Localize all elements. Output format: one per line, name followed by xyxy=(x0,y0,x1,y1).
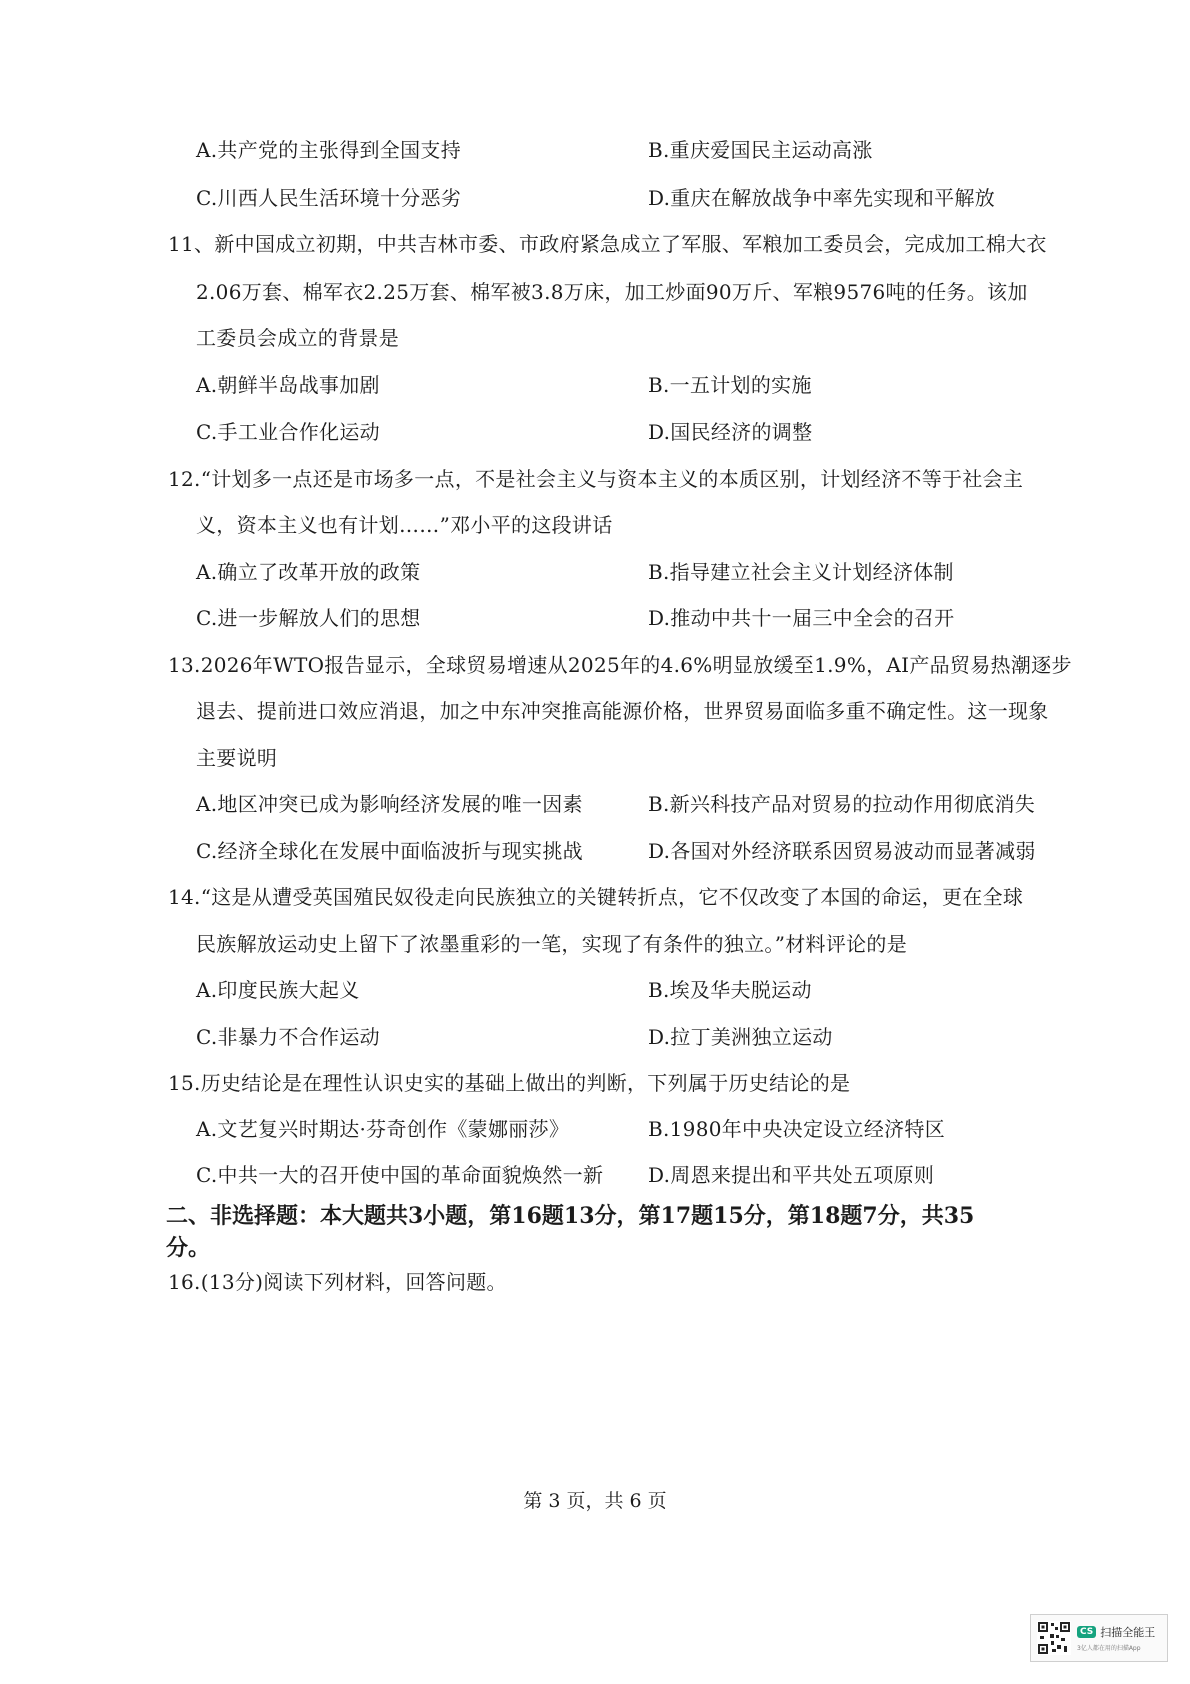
cs-badge: CS xyxy=(1077,1626,1096,1638)
section2-heading-line1: 二、非选择题：本大题共3小题，第16题13分，第17题15分，第18题7分，共35 xyxy=(166,1203,975,1229)
qr-code-icon xyxy=(1037,1621,1071,1655)
q10-option-d: D.重庆在解放战争中率先实现和平解放 xyxy=(648,186,996,210)
q15-option-a: A.文艺复兴时期达·芬奇创作《蒙娜丽莎》 xyxy=(196,1117,570,1141)
q13-option-b: B.新兴科技产品对贸易的拉动作用彻底消失 xyxy=(648,792,1036,816)
q12-stem-line1: 12.“计划多一点还是市场多一点，不是社会主义与资本主义的本质区别，计划经济不等于社会主 xyxy=(168,467,1024,491)
q14-option-d: D.拉丁美洲独立运动 xyxy=(648,1025,833,1049)
q14-option-c: C.非暴力不合作运动 xyxy=(196,1025,380,1049)
q11-option-a: A.朝鲜半岛战事加剧 xyxy=(196,373,380,397)
q12-option-a: A.确立了改革开放的政策 xyxy=(196,560,421,584)
q10-option-a: A.共产党的主张得到全国支持 xyxy=(196,138,462,162)
q15-option-c: C.中共一大的召开使中国的革命面貌焕然一新 xyxy=(196,1163,604,1187)
q16-stem-line1: 16.(13分)阅读下列材料，回答问题。 xyxy=(168,1270,507,1294)
q15-stem-line1: 15.历史结论是在理性认识史实的基础上做出的判断，下列属于历史结论的是 xyxy=(168,1071,851,1095)
section2-heading-line2: 分。 xyxy=(166,1235,211,1261)
q15-option-d: D.周恩来提出和平共处五项原则 xyxy=(648,1163,935,1187)
q14-stem-line1: 14.“这是从遭受英国殖民奴役走向民族独立的关键转折点，它不仅改变了本国的命运，更在全球 xyxy=(168,885,1024,909)
q15-option-b: B.1980年中央决定设立经济特区 xyxy=(648,1117,946,1141)
q13-option-a: A.地区冲突已成为影响经济发展的唯一因素 xyxy=(196,792,583,816)
q13-stem-line2: 退去、提前进口效应消退，加之中东冲突推高能源价格，世界贸易面临多重不确定性。这一现象 xyxy=(196,699,1049,723)
scanner-brand: 扫描全能王 xyxy=(1100,1626,1156,1639)
q11-option-d: D.国民经济的调整 xyxy=(648,420,813,444)
q14-option-b: B.埃及华夫脱运动 xyxy=(648,978,812,1002)
q13-stem-line1: 13.2026年WTO报告显示，全球贸易增速从2025年的4.6%明显放缓至1.9%，AI产品贸易热潮逐步 xyxy=(168,653,1072,677)
q12-option-b: B.指导建立社会主义计划经济体制 xyxy=(648,560,954,584)
q10-option-b: B.重庆爱国民主运动高涨 xyxy=(648,138,873,162)
q10-option-c: C.川西人民生活环境十分恶劣 xyxy=(196,186,462,210)
q11-stem-line1: 11、新中国成立初期，中共吉林市委、市政府紧急成立了军服、军粮加工委员会，完成加工棉大衣 xyxy=(168,232,1047,256)
q11-stem-line3: 工委员会成立的背景是 xyxy=(196,326,399,350)
q14-stem-line2: 民族解放运动史上留下了浓墨重彩的一笔，实现了有条件的独立。”材料评论的是 xyxy=(196,932,908,956)
q11-stem-line2: 2.06万套、棉军衣2.25万套、棉军被3.8万床，加工炒面90万斤、军粮9576吨的任务。该加 xyxy=(196,280,1028,304)
q12-option-d: D.推动中共十一届三中全会的召开 xyxy=(648,606,955,630)
q12-stem-line2: 义，资本主义也有计划……”邓小平的这段讲话 xyxy=(196,513,613,537)
q13-option-c: C.经济全球化在发展中面临波折与现实挑战 xyxy=(196,839,583,863)
q13-stem-line3: 主要说明 xyxy=(196,746,278,770)
q11-option-b: B.一五计划的实施 xyxy=(648,373,812,397)
page-number: 第 3 页，共 6 页 xyxy=(523,1490,667,1512)
q12-option-c: C.进一步解放人们的思想 xyxy=(196,606,421,630)
q11-option-c: C.手工业合作化运动 xyxy=(196,420,380,444)
scanner-tagline: 3亿人都在用的扫描App xyxy=(1077,1645,1141,1652)
q13-option-d: D.各国对外经济联系因贸易波动而显著减弱 xyxy=(648,839,1036,863)
q14-option-a: A.印度民族大起义 xyxy=(196,978,360,1002)
scanner-watermark xyxy=(1030,1614,1168,1662)
